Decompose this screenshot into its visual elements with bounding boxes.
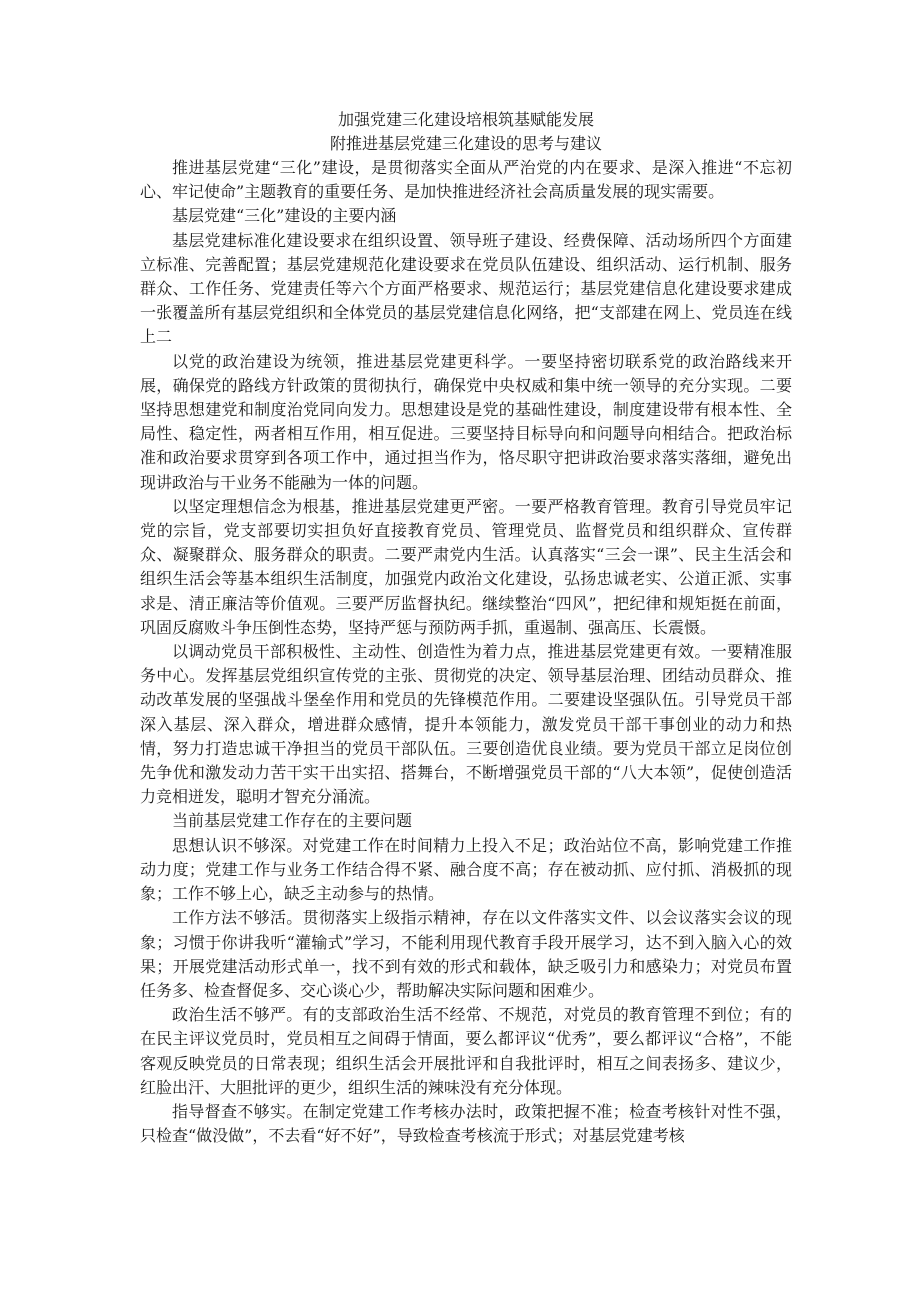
document-subtitle: 附推进基层党建三化建设的思考与建议 — [329, 134, 602, 153]
paragraph: 基层党建标准化建设要求在组织设置、领导班子建设、经费保障、活动场所四个方面建立标准、完善配置；基层党建规范化建设要求在党员队伍建设、组织活动、运行机制、服务群众、工作任务、党建责任等六个方面严格要求、规范运行；基层党建信息化建设要求建成一张覆盖所有基层党组织和全体党员的基层党建信息化网络，把“支部建在网上、党员连在线上二 — [140, 230, 792, 347]
paragraph: 工作方法不够活。贯彻落实上级指示精神，存在以文件落实文件、以会议落实会议的现象；习惯于你讲我听“灌输式”学习，不能利用现代教育手段开展学习，达不到入脑入心的效果；开展党建活动形式单一，找不到有效的形式和载体，缺乏吸引力和感染力；对党员布置任务多、检查督促多、交心谈心少，帮助解决实际问题和困难少。 — [140, 908, 792, 1000]
paragraph: 政治生活不够严。有的支部政治生活不经常、不规范，对党员的教育管理不到位；有的在民主评议党员时，党员相互之间碍于情面，要么都评议“优秀”，要么都评议“合格”，不能客观反映党员的日常表现；组织生活会开展批评和自我批评时，相互之间表扬多、建议少，红脸出汗、大胆批评的更少，组织生活的辣味没有充分体现。 — [140, 1005, 792, 1097]
section-heading-problems: 当前基层党建工作存在的主要问题 — [172, 811, 413, 831]
document-page — [140, 108, 792, 1148]
document-title: 加强党建三化建设培根筑基赋能发展 — [337, 110, 594, 129]
intro-paragraph: 推进基层党建“三化”建设，是贯彻落实全面从严治党的内在要求、是深入推进“不忘初心、牢记使命”主题教育的重要任务、是加快推进经济社会高质量发展的现实需要。 — [140, 158, 792, 202]
paragraph: 以坚定理想信念为根基，推进基层党建更严密。一要严格教育管理。教育引导党员牢记党的宗旨，党支部要切实担负好直接教育党员、管理党员、监督党员和组织群众、宣传群众、凝聚群众、服务群众的职责。二要严肃党内生活。认真落实“三会一课”、民主生活会和组织生活会等基本组织生活制度，加强党内政治文化建设，弘扬忠诚老实、公道正派、实事求是、清正廉洁等价值观。三要严厉监督执纪。继续整治“四风”，把纪律和规矩挺在前面，巩固反腐败斗争压倒性态势，坚持严惩与预防两手抓，重遏制、强高压、长震慑。 — [140, 496, 792, 637]
paragraph: 以调动党员干部积极性、主动性、创造性为着力点，推进基层党建更有效。一要精准服务中心。发挥基层党组织宣传党的主张、贯彻党的决定、领导基层治理、团结动员群众、推动改革发展的坚强战斗堡垒作用和党员的先锋模范作用。二要建设坚强队伍。引导党员干部深入基层、深入群众，增进群众感情，提升本领能力，激发党员干部干事创业的动力和热情，努力打造忠诚干净担当的党员干部队伍。三要创造优良业绩。要为党员干部立足岗位创先争优和激发动力苦干实干出实招、搭舞台，不断增强党员干部的“八大本领”，促使创造活力竞相迸发，聪明才智充分涌流。 — [140, 642, 792, 807]
paragraph: 思想认识不够深。对党建工作在时间精力上投入不足；政治站位不高，影响党建工作推动力度；党建工作与业务工作结合得不紧、融合度不高；存在被动抓、应付抓、消极抓的现象；工作不够上心，缺乏主动参与的热情。 — [140, 835, 792, 904]
section-heading-connotation: 基层党建“三化”建设的主要内涵 — [172, 206, 397, 226]
paragraph: 指导督查不够实。在制定党建工作考核办法时，政策把握不准；检查考核针对性不强，只检查“做没做”，不去看“好不好”，导致检查考核流于形式；对基层党建考核 — [140, 1101, 792, 1146]
paragraph: 以党的政治建设为统领，推进基层党建更科学。一要坚持密切联系党的政治路线来开展，确保党的路线方针政策的贯彻执行，确保党中央权威和集中统一领导的充分实现。二要坚持思想建党和制度治党同向发力。思想建设是党的基础性建设，制度建设带有根本性、全局性、稳定性，两者相互作用，相互促进。三要坚持目标导向和问题导向相结合。把政治标准和政治要求贯穿到各项工作中，通过担当作为，恪尽职守把讲政治要求落实落细，避免出现讲政治与干业务不能融为一体的问题。 — [140, 351, 792, 492]
